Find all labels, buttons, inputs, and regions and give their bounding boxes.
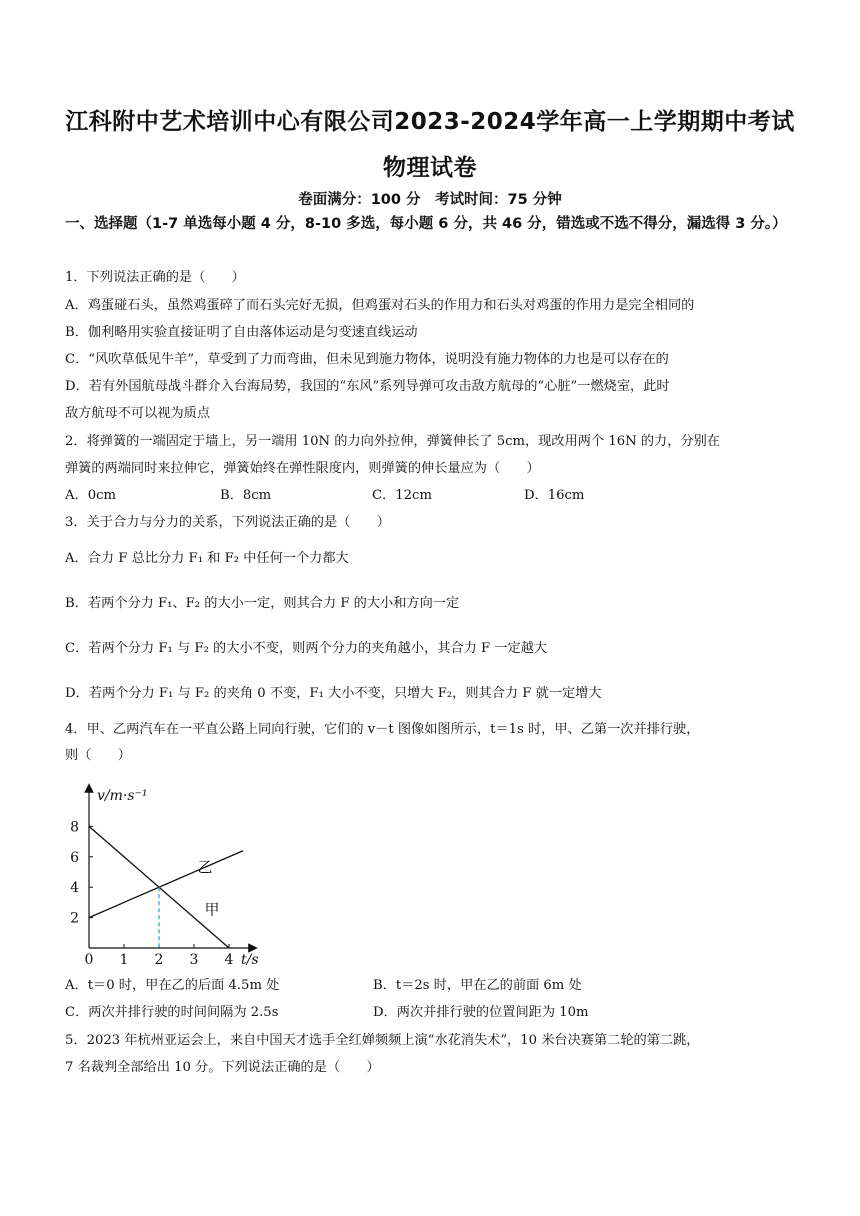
chart-ticks bbox=[70, 819, 233, 965]
q3-stem: 3．关于合力与分力的关系，下列说法正确的是（ ） bbox=[65, 515, 390, 530]
q2-option-c: C．12cm bbox=[372, 488, 432, 503]
q2-option-b: B．8cm bbox=[220, 488, 272, 503]
q2-stem: 2．将弹簧的一端固定于墙上，另一端用 10N 的力向外拉伸，弹簧伸长了 5cm，现改用两个 16N 的力，分别在 bbox=[65, 434, 720, 449]
q4-option-b: B．t＝2s 时，甲在乙的前面 6m 处 bbox=[373, 978, 582, 993]
q3-option-b: B．若两个分力 F₁、F₂ 的大小一定，则其合力 F 的大小和方向一定 bbox=[65, 596, 460, 611]
q3-option-c: C．若两个分力 F₁ 与 F₂ 的大小不变，则两个分力的夹角越小，其合力 F 一定越大 bbox=[65, 641, 548, 656]
chart-series bbox=[89, 826, 243, 948]
q1-option-d: D．若有外国航母战斗群介入台海局势，我国的“东风”系列导弹可攻击敌方航母的“心脏”一燃烧室，此时 bbox=[65, 379, 670, 394]
chart-labels bbox=[97, 788, 259, 965]
q5-stem-cont: 7 名裁判全部给出 10 分。下列说法正确的是（ ） bbox=[65, 1060, 380, 1075]
q1-stem: 1．下列说法正确的是（ ） bbox=[65, 270, 245, 285]
y-tick-label: 8 bbox=[70, 819, 79, 836]
y-tick-label: 2 bbox=[70, 910, 79, 927]
exam-title: 江科附中艺术培训中心有限公司2023-2024学年高一上学期期中考试 bbox=[65, 109, 795, 135]
q2-stem-cont: 弹簧的两端同时来拉伸它，弹簧始终在弹性限度内，则弹簧的伸长量应为（ ） bbox=[65, 461, 540, 476]
series-line-yi bbox=[89, 851, 243, 918]
q2-option-d: D．16cm bbox=[524, 488, 585, 503]
vt-chart bbox=[64, 780, 284, 965]
section-heading: 一、选择题（1-7 单选每小题 4 分，8-10 多选，每小题 6 分，共 46 分，错选或不选不得分，漏选得 3 分。） bbox=[65, 216, 787, 232]
x-tick-label: 2 bbox=[154, 952, 164, 965]
x-tick-label: 3 bbox=[189, 952, 199, 965]
x-tick-label: 1 bbox=[119, 952, 129, 965]
q5-stem: 5．2023 年杭州亚运会上，来自中国天才选手全红婵频频上演“水花消失术”，10 米台决赛第二轮的第二跳， bbox=[65, 1033, 700, 1048]
x-axis-label: t/s bbox=[241, 952, 259, 965]
q1-option-a: A．鸡蛋碰石头，虽然鸡蛋碎了而石头完好无损，但鸡蛋对石头的作用力和石头对鸡蛋的作用力是完全相同的 bbox=[65, 298, 695, 313]
q4-option-a: A．t＝0 时，甲在乙的后面 4.5m 处 bbox=[65, 978, 280, 993]
y-tick-label: 6 bbox=[70, 849, 79, 866]
q4-option-c: C．两次并排行驶的时间间隔为 2.5s bbox=[65, 1005, 279, 1020]
x-tick-label: 4 bbox=[224, 952, 234, 965]
y-tick-label: 4 bbox=[70, 880, 79, 897]
q1-option-c: C．“风吹草低见牛羊”，草受到了力而弯曲，但未见到施力物体，说明没有施力物体的力也是可以存在的 bbox=[65, 352, 669, 367]
y-axis-label: v/m·s⁻¹ bbox=[97, 788, 148, 804]
series-label-yi: 乙 bbox=[197, 858, 213, 876]
q3-option-a: A．合力 F 总比分力 F₁ 和 F₂ 中任何一个力都大 bbox=[65, 551, 349, 566]
q4-option-d: D．两次并排行驶的位置间距为 10m bbox=[373, 1005, 589, 1020]
series-label-jia: 甲 bbox=[204, 900, 220, 919]
x-tick-label: 0 bbox=[84, 952, 94, 965]
chart-axes bbox=[89, 788, 253, 948]
q4-stem-cont: 则（ ） bbox=[65, 748, 131, 763]
q4-stem: 4．甲、乙两汽车在一平直公路上同向行驶，它们的 v－t 图像如图所示，t＝1s 时，甲、乙第一次并排行驶， bbox=[65, 722, 700, 737]
q2-option-a: A．0cm bbox=[65, 488, 116, 503]
exam-meta: 卷面满分：100 分 考试时间：75 分钟 bbox=[298, 192, 562, 208]
q3-option-d: D．若两个分力 F₁ 与 F₂ 的夹角 0 不变，F₁ 大小不变，只增大 F₂，则其合力 F 就一定增大 bbox=[65, 686, 602, 701]
exam-subtitle: 物理试卷 bbox=[383, 155, 477, 181]
q1-option-d-cont: 敌方航母不可以视为质点 bbox=[65, 406, 211, 421]
q1-option-b: B．伽利略用实验直接证明了自由落体运动是匀变速直线运动 bbox=[65, 325, 418, 340]
